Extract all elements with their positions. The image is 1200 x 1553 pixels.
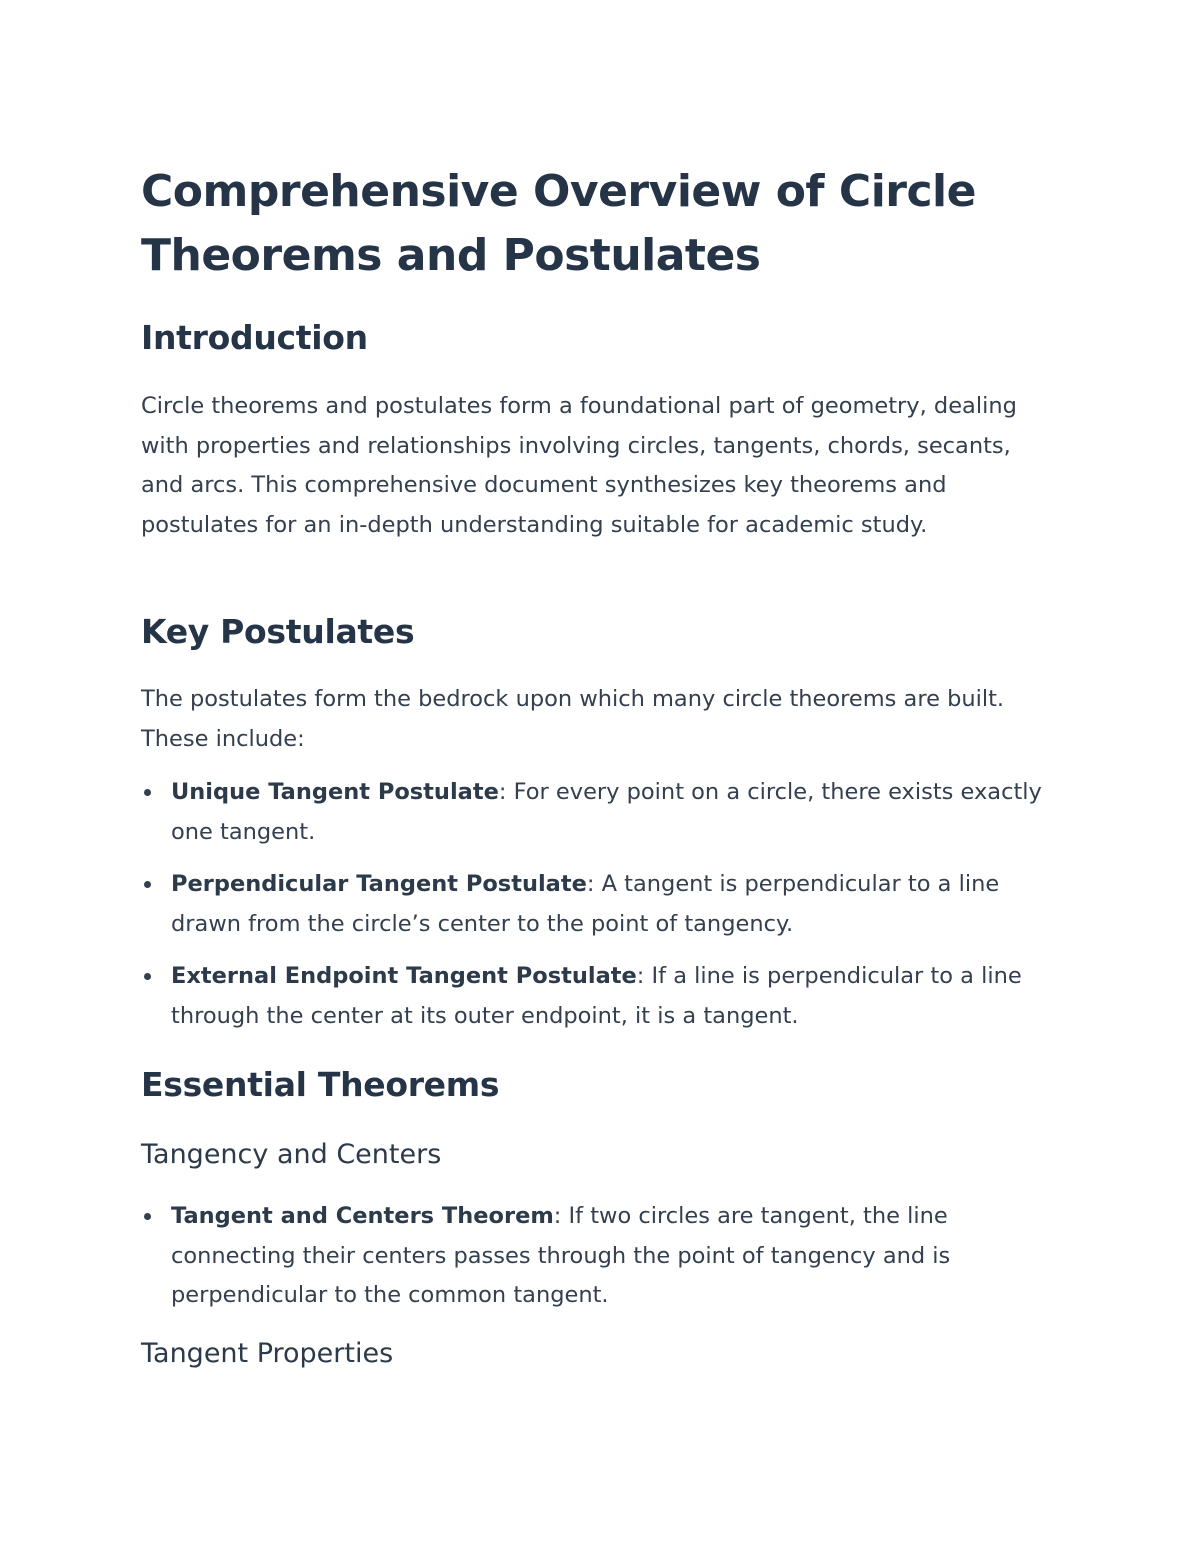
list-item-term: External Endpoint Tangent Postulate xyxy=(171,963,637,989)
key-postulates-heading: Key Postulates xyxy=(141,612,415,651)
list-item xyxy=(141,957,1061,1036)
list-item-text: : If a line is perpendicular to a line through the center at its outer endpoint, it is a tangent. xyxy=(171,963,1022,1029)
tangent-properties-heading: Tangent Properties xyxy=(141,1338,394,1369)
tangency-and-centers-heading: Tangency and Centers xyxy=(141,1139,442,1170)
list-item-term: Perpendicular Tangent Postulate xyxy=(171,871,587,897)
list-item-text: : For every point on a circle, there exists exactly one tangent. xyxy=(171,779,1042,845)
document-title: Comprehensive Overview of Circle Theorems and Postulates xyxy=(141,166,976,281)
list-item xyxy=(141,1197,1061,1316)
list-item-text: : If two circles are tangent, the line connecting their centers passes through the point of tangency and is perpendicular to the common tangent. xyxy=(171,1203,951,1308)
introduction-paragraph: Circle theorems and postulates form a foundational part of geometry, dealing with properties and relationships involving circles, tangents, chords, secants, and arcs. This comprehensive document synthesizes key theorems and postulates for an in-depth understanding suitable for academic study. xyxy=(141,393,1017,538)
key-postulates-paragraph: The postulates form the bedrock upon which many circle theorems are built. These include: xyxy=(141,686,1005,752)
list-item xyxy=(141,773,1061,852)
essential-theorems-heading: Essential Theorems xyxy=(141,1065,500,1104)
list-item-text: : A tangent is perpendicular to a line drawn from the circle’s center to the point of tangency. xyxy=(171,871,1000,937)
tangency-and-centers-list xyxy=(141,1197,1061,1329)
list-item xyxy=(141,865,1061,944)
list-item-term: Tangent and Centers Theorem xyxy=(171,1203,554,1229)
list-item-term: Unique Tangent Postulate xyxy=(171,779,499,805)
introduction-heading: Introduction xyxy=(141,318,368,357)
key-postulates-list xyxy=(141,773,1061,1049)
